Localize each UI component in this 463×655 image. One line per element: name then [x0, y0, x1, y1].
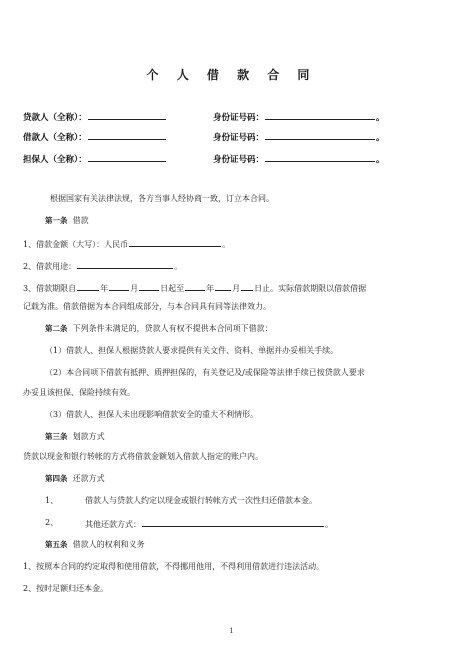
- page-number: 1: [229, 627, 234, 635]
- article-5-item-2: 2、按时足额归还本金。: [23, 584, 109, 593]
- item-text: 日起至: [160, 284, 185, 293]
- article-number: 第二条: [45, 324, 68, 333]
- document-title: 个 人 借 款 合 同: [146, 68, 317, 82]
- article-2-item-3: （3）借款人、担保人未出现影响借款安全的重大不利情形。: [45, 410, 259, 419]
- party-row-borrower: [23, 130, 167, 143]
- article-number: 第一条: [45, 216, 68, 225]
- article-1-item-3: [23, 281, 366, 294]
- party-row-lender: [23, 110, 167, 123]
- id-label: 身份证号码：: [213, 133, 265, 143]
- line-end: 。: [325, 520, 333, 529]
- article-4-item-2-num: 2、: [45, 518, 59, 527]
- article-4-item-2: [85, 517, 333, 530]
- article-name: 借款: [72, 216, 89, 225]
- item-text: 3、借款期限自: [23, 284, 77, 293]
- lender-name-blank[interactable]: [88, 110, 166, 120]
- item-text: 月: [232, 284, 241, 293]
- item-text: 1、借款金额（大写）：人民币: [23, 240, 129, 249]
- party-role-label: 贷款人（全称）：: [23, 113, 87, 123]
- article-5-item-1: 1、按照本合同的约定取得和使用借款，不得挪用他用，不得利用借款进行违法活动。: [23, 562, 325, 571]
- article-number: 第三条: [45, 432, 68, 441]
- party-id-row-borrower: [213, 130, 385, 143]
- intro-paragraph: 根据国家有关法律法规，各方当事人经协商一致，订立本合同。: [50, 194, 274, 203]
- article-2-item-2-cont: 办妥且该担保、保险持续有效。: [23, 388, 135, 397]
- article-5-heading: [45, 539, 145, 550]
- article-2-item-1: （1）借款人、担保人根据贷款人要求提供有关文件、资料、单据并办妥相关手续。: [45, 346, 339, 355]
- article-3-text: 贷款以现金和银行转帐的方式将借款金额划入借款人指定的账户内。: [23, 452, 263, 461]
- guarantor-id-blank[interactable]: [265, 152, 375, 162]
- id-label: 身份证号码：: [213, 113, 265, 123]
- article-2-item-2: （2）本合同项下借款有抵押、质押担保的，有关登记及/或保险等法律手续已按贷款人要求: [45, 368, 365, 377]
- line-end: 。: [376, 155, 385, 165]
- loan-purpose-blank[interactable]: [77, 259, 173, 269]
- article-number: 第五条: [45, 540, 68, 549]
- article-name: 划款方式: [72, 432, 105, 441]
- party-id-row-lender: [213, 110, 385, 123]
- article-4-heading: [45, 473, 105, 484]
- other-repayment-blank[interactable]: [142, 517, 324, 527]
- line-end: 。: [222, 240, 231, 249]
- item-text: 月: [130, 284, 139, 293]
- lender-id-blank[interactable]: [265, 110, 375, 120]
- start-month-blank[interactable]: [109, 281, 129, 291]
- article-text: 下列条件未满足的，贷款人有权不提供本合同项下借款：: [72, 324, 273, 333]
- item-text: 其他还款方式：: [85, 520, 141, 529]
- article-3-heading: [45, 431, 105, 442]
- line-end: 。: [174, 262, 183, 271]
- article-1-item-2: [23, 259, 182, 272]
- id-label: 身份证号码：: [213, 155, 265, 165]
- end-day-blank[interactable]: [241, 281, 253, 291]
- party-role-label: 担保人（全称）：: [23, 155, 87, 165]
- item-text: 年: [100, 284, 109, 293]
- end-year-blank[interactable]: [185, 281, 205, 291]
- loan-amount-blank[interactable]: [129, 237, 221, 247]
- article-number: 第四条: [45, 474, 68, 483]
- line-end: 。: [376, 133, 385, 143]
- article-name: 借款人的权利和义务: [72, 540, 145, 549]
- article-4-item-1-text: 借款人与贷款人约定以现金或银行转帐方式一次性归还借款本金。: [85, 496, 317, 505]
- article-name: 还款方式: [72, 474, 105, 483]
- article-1-item-3-cont: 记载为准。借款借据为本合同组成部分，与本合同具有同等法律效力。: [23, 302, 271, 311]
- borrower-name-blank[interactable]: [88, 130, 166, 140]
- article-4-item-1-num: 1、: [45, 496, 59, 505]
- line-end: 。: [376, 113, 385, 123]
- guarantor-name-blank[interactable]: [88, 152, 166, 162]
- party-row-guarantor: [23, 152, 167, 165]
- start-day-blank[interactable]: [139, 281, 159, 291]
- party-id-row-guarantor: [213, 152, 385, 165]
- end-month-blank[interactable]: [215, 281, 231, 291]
- article-2-heading: [45, 323, 273, 334]
- borrower-id-blank[interactable]: [265, 130, 375, 140]
- article-1-heading: [45, 215, 89, 226]
- item-text: 日止。实际借款期限以借款借据: [254, 284, 367, 293]
- article-1-item-1: [23, 237, 230, 250]
- item-text: 2、借款用途：: [23, 262, 77, 271]
- item-text: 年: [206, 284, 215, 293]
- party-role-label: 借款人（全称）：: [23, 133, 87, 143]
- start-year-blank[interactable]: [77, 281, 99, 291]
